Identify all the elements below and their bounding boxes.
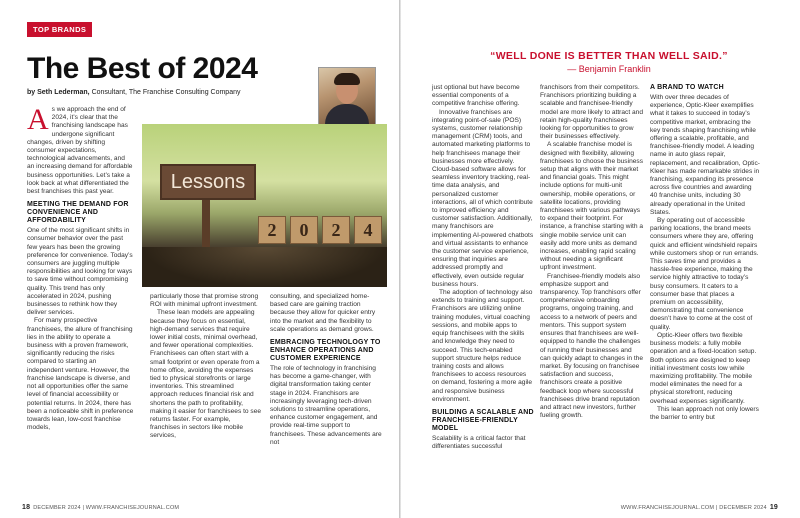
left-column-1 (27, 103, 134, 432)
paragraph: franchisors from their competitors. Franchisors prioritizing building a scalable and franchisee-friendly model are more likely to attract and retain high-quality franchisees looking for opportunities to grow their businesses effectively. (540, 84, 643, 141)
section-heading: A BRAND TO WATCH (650, 84, 724, 91)
paragraph: This lean approach not only lowers the barrier to entry but (650, 405, 759, 421)
paragraph: These lean models are appealing because they focus on essential, high-demand services that require lower initial costs, minimal overhead, and fewer operational complexities. Franchisees can often start with a small footprint or even operate from a home office, avoiding the expenses tied to physical storefronts or large inventories. This streamlined approach reduces financial risk and shortens the path to profitability, making it easier for franchisees to see returns faster. For example, franchises in sectors like mobile services, (150, 309, 262, 440)
section-heading: EMBRACING TECHNOLOGY TO ENHANCE OPERATIONS AND CUSTOMER EXPERIENCE (270, 339, 381, 363)
pull-quote (459, 50, 759, 74)
right-column-2 (540, 84, 644, 420)
paragraph: Innovative franchises are integrating point-of-sale (POS) systems, customer relationship management (CRM) tools, and automated marketing platforms to help franchisees manage their businesses more effectively. Cloud-based software allows for seamless inventory tracking, real-time data analysis, and personalized customer interactions, all of which contribute to improved efficiency and customer satisfaction. Additionally, many franchisors are implementing AI-powered chatbots and virtual assistants to enhance the customer service experience, ensuring that inquiries are addressed promptly and effectively, even outside regular business hours. (432, 108, 534, 288)
drop-cap: A (27, 103, 49, 136)
intro-paragraph: As we approach the end of 2024, it’s clear that the franchising landscape has undergone significant changes, driven by shifting consumer expectations, technological advancements, and an increasing demand for affordable business opportunities. Let’s take a look back at what differentiated the best franchises this past year. (27, 103, 133, 196)
article-title: The Best of 2024 (27, 52, 258, 85)
byline-role: Consultant, The Franchise Consulting Company (91, 89, 241, 96)
folio-left: 18 DECEMBER 2024 | WWW.FRANCHISEJOURNAL.COM (22, 504, 180, 511)
paragraph: With over three decades of experience, Optic-Kleer exemplifies what it takes to succeed in today’s competitive market, embracing the key trends shaping franchising while offering a scalable, profitable, and franchisee-friendly model. A leading name in auto glass repair, replacement, and recalibration, Optic-Kleer has made remarkable strides in franchising, expanding its presence across five countries and awarding 40 franchise units, including 30 already operational in the United States. (650, 94, 760, 216)
paragraph: Optic-Kleer offers two flexible business models: a fully mobile operation and a fixed-location setup. Both options are designed to keep initial investment costs low while maximizing profitability. The mobile model eliminates the need for a physical storefront, reducing overhead expenses significantly. (650, 331, 757, 405)
paragraph: For many prospective franchisees, the allure of franchising lies in the ability to operate a business with a proven framework, significantly reducing the risks compared to starting an independent venture. However, the franchise landscape is diverse, and not all opportunities offer the same level of financial accessibility or potential returns. In 2024, there has been a noticeable shift in preference towards lean, low-cost franchise models, (27, 317, 134, 432)
year-block: 4 (354, 216, 382, 244)
right-column-1 (432, 84, 534, 451)
right-column-3 (650, 84, 760, 422)
section-heading: BUILDING A SCALABLE AND FRANCHISEE-FRIENDLY MODEL (432, 408, 534, 432)
quote-text: “WELL DONE IS BETTER THAN WELL SAID.” (490, 50, 728, 62)
paragraph: One of the most significant shifts in consumer behavior over the past few years has been the growing preference for convenience. Today’s consumers are juggling multiple responsibilities and looking for ways to save time without compromising quality. This trend has only accelerated in 2024, pushing businesses to rethink how they deliver services. (27, 227, 133, 317)
left-column-2 (150, 293, 262, 441)
author-photo (318, 67, 376, 125)
paragraph: particularly those that promise strong ROI with minimal upfront investment. (150, 293, 259, 309)
year-block: 2 (322, 216, 350, 244)
section-heading: MEETING THE DEMAND FOR CONVENIENCE AND AFFORDABILITY (27, 201, 129, 225)
year-block: 2 (258, 216, 286, 244)
byline (27, 89, 241, 96)
paragraph: Scalability is a critical factor that differentiates successful (432, 434, 526, 451)
byline-author: by Seth Lederman, (27, 89, 90, 96)
paragraph: just optional but have become essential components of a competitive franchise offering. (432, 84, 520, 108)
left-page (0, 0, 399, 518)
lessons-sign: Lessons (160, 164, 256, 200)
paragraph: Franchisee-friendly models also emphasize support and transparency. Top franchisors offer comprehensive onboarding programs, ongoing training, and access to a network of peers and mentors. This support system ensures that franchisees are well-equipped to handle the challenges of running their businesses and can quickly adapt to changes in the market. By focusing on franchisee satisfaction and success, franchisors create a positive feedback loop where successful franchisees drive brand reputation and attract new investors, further fueling growth. (540, 272, 644, 420)
year-block: 0 (290, 216, 318, 244)
page-number: 18 (22, 504, 31, 511)
page-number: 19 (769, 504, 778, 511)
paragraph: The adoption of technology also extends to training and support. Franchisors are utilizing online training modules, virtual coaching sessions, and mobile apps to equip franchisees with the skills and knowledge they need to succeed. This tech-enabled support structure helps reduce training costs and allows franchisees to access resources on demand, fostering a more agile and responsive business environment. (432, 289, 533, 403)
year-blocks (258, 216, 382, 244)
folio-right: WWW.FRANCHISEJOURNAL.COM | DECEMBER 2024 19 (620, 504, 778, 511)
left-column-3 (270, 293, 382, 447)
lessons-2024-image (142, 124, 387, 287)
paragraph: The role of technology in franchising has become a game-changer, with digital transformation taking center stage in 2024. Franchisors are increasingly leveraging tech-driven solutions to streamline operations, enhance customer engagement, and provide real-time support to franchisees. These advancements are not (270, 365, 382, 446)
section-tag: TOP BRANDS (27, 22, 92, 37)
paragraph: consulting, and specialized home-based care are gaining traction because they allow for quicker entry into the market and the flexibility to scale operations as demand grows. (270, 293, 376, 333)
paragraph: A scalable franchise model is designed with flexibility, allowing franchisees to choose the business setup that aligns with their market and financial goals. This might include options for multi-unit ownership, mobile operations, or satellite locations, providing franchisees with various pathways to expand their footprint. For instance, a franchise starting with a single mobile service unit can easily add more units as demand increases, enabling rapid scaling without needing a significant upfront investment. (540, 141, 643, 272)
quote-attribution: — Benjamin Franklin (567, 64, 651, 74)
paragraph: By operating out of accessible parking locations, the brand meets consumers where they are, offering quick and efficient windshield repairs while customers shop or run errands. This saves time and provides a hassle-free experience, making the service highly attractive to today’s busy consumers. It caters to a consumer base that places a premium on accessibility, demonstrating that convenience doesn’t have to come at the cost of quality. (650, 217, 759, 331)
